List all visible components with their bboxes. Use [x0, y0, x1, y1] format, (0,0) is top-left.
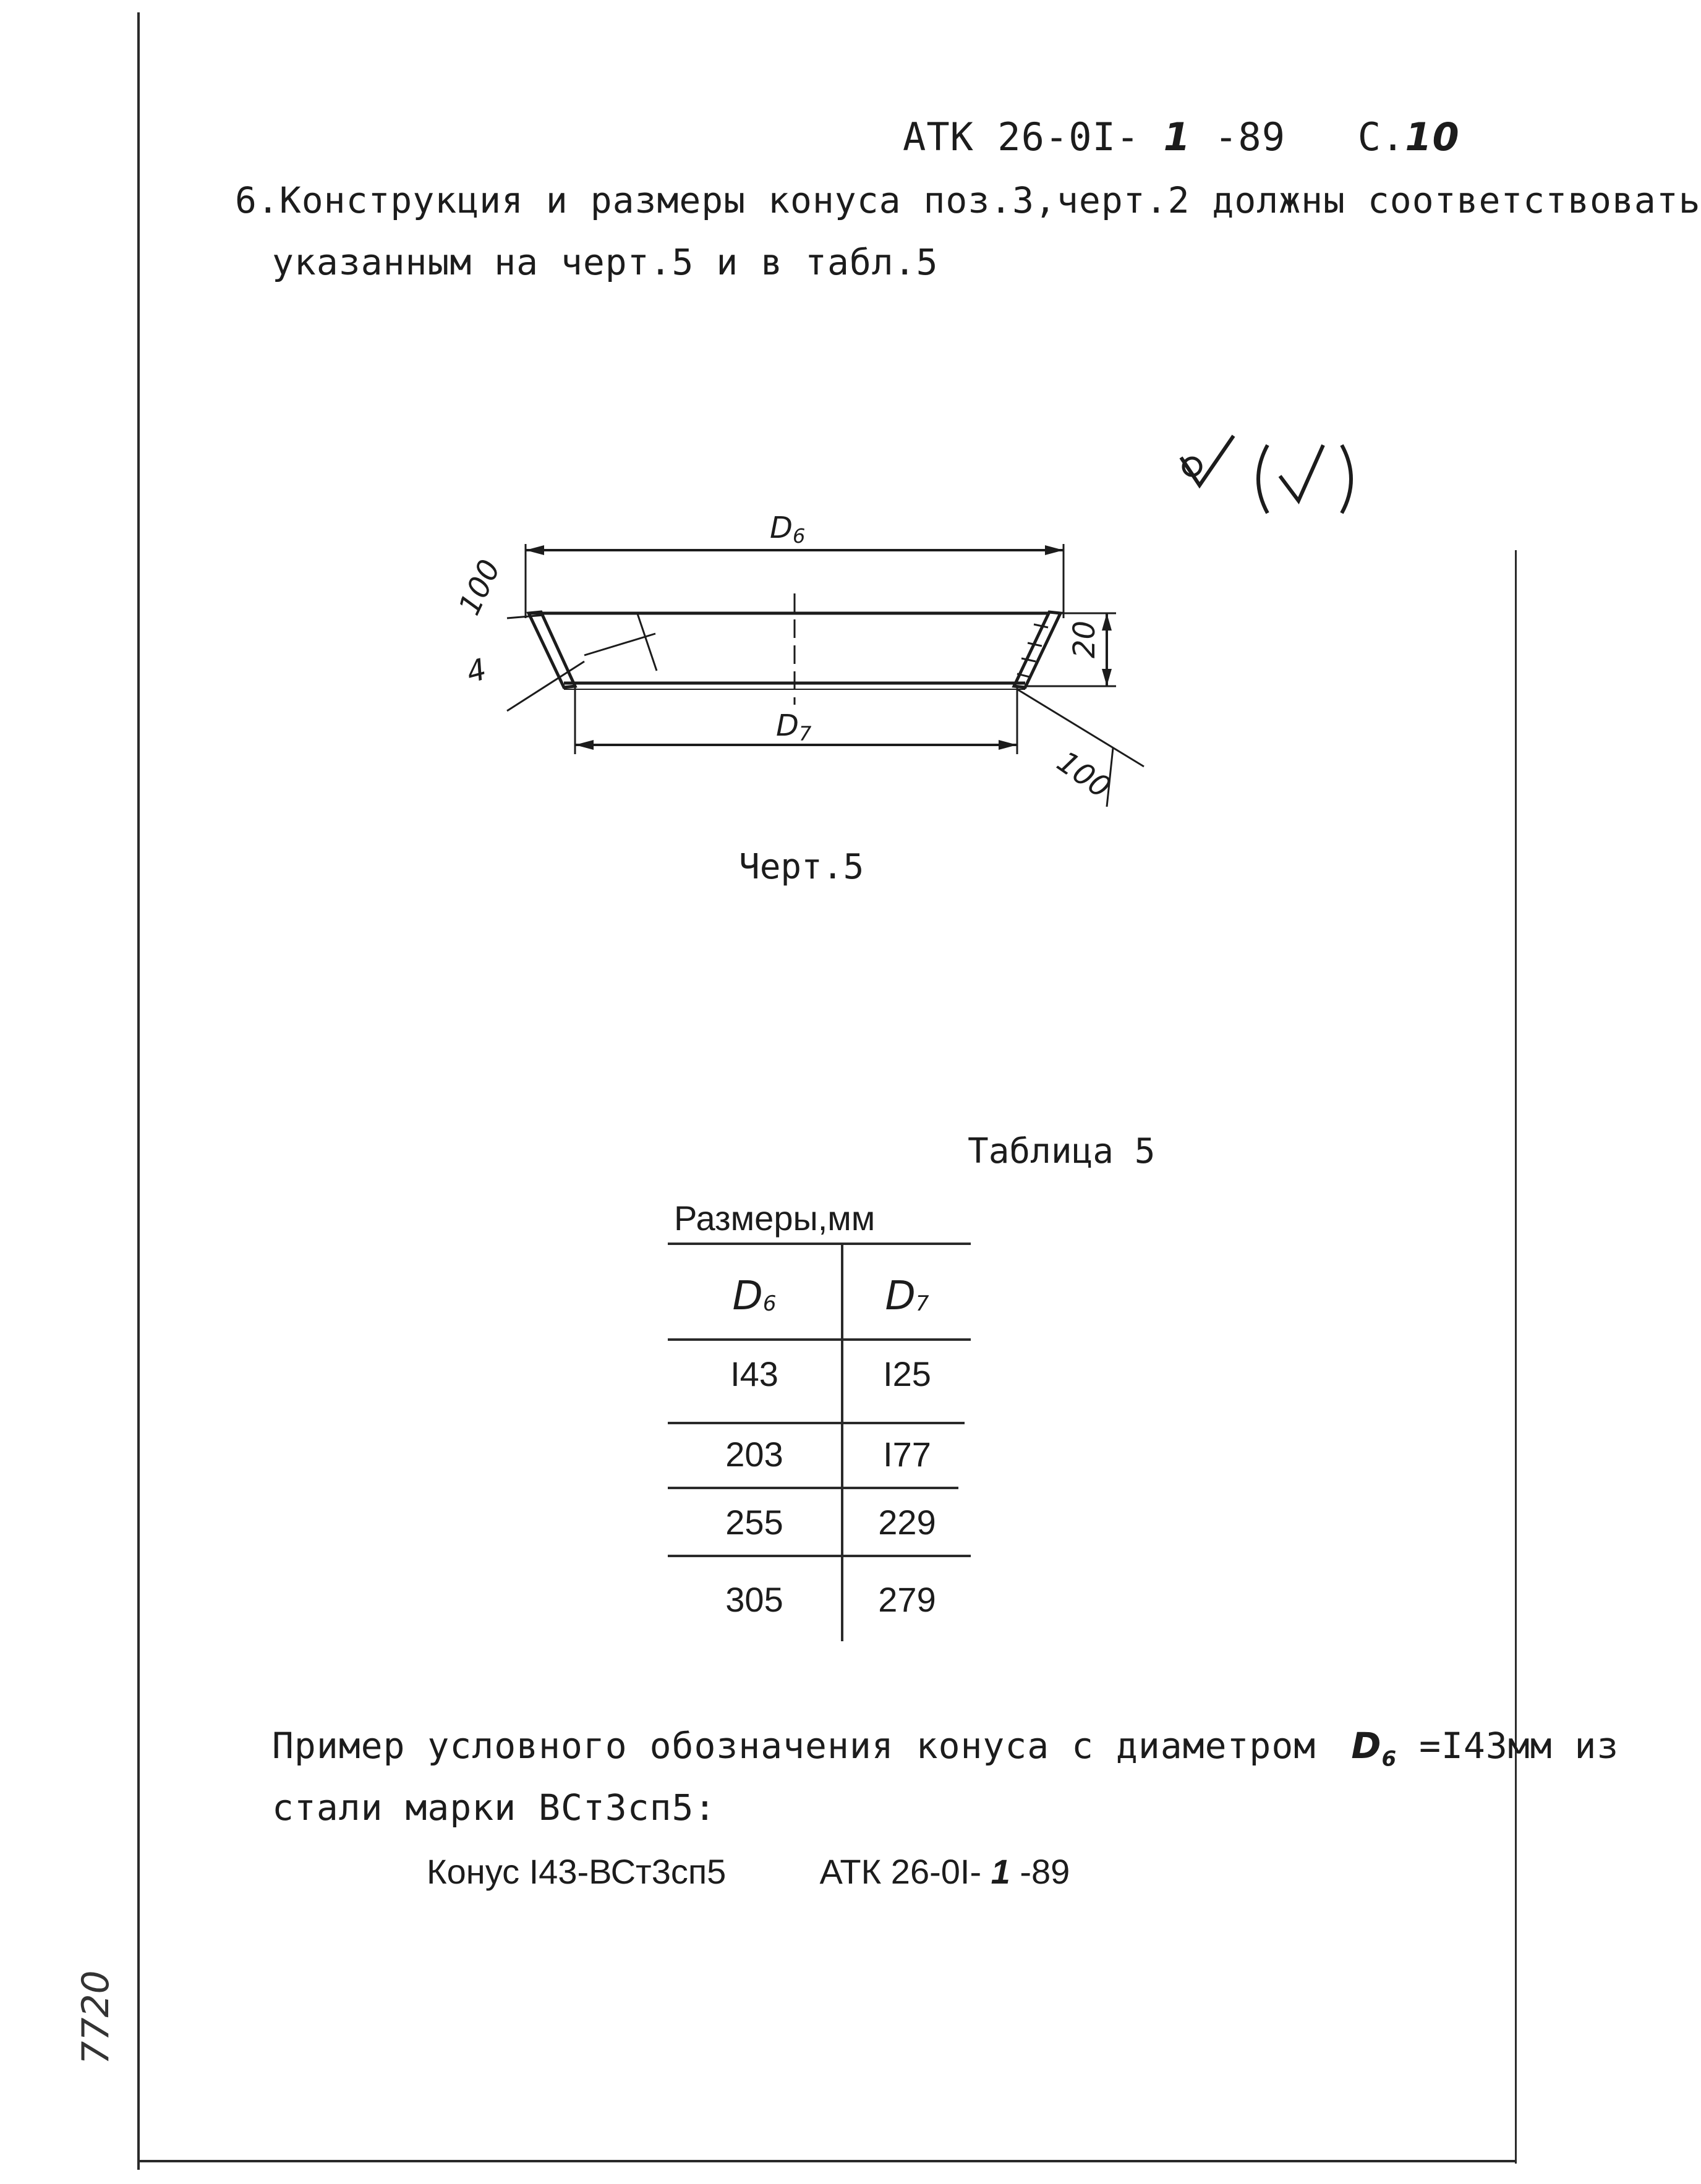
angle-left-label: 100 [452, 554, 508, 621]
header-d7: $D_7$ [885, 1273, 929, 1319]
roughness-symbol [1175, 433, 1373, 519]
page-prefix: С. [1357, 114, 1405, 159]
header-rule [668, 1338, 971, 1341]
row-rule [668, 1422, 965, 1424]
row-rule [668, 1487, 958, 1489]
designation-line [427, 1851, 1070, 1892]
height-label: 20 [1067, 620, 1102, 658]
table-units: Размеры,мм [674, 1199, 876, 1238]
left-border-line [137, 12, 140, 2170]
page-header [903, 114, 1460, 159]
cone-right-wall [1014, 612, 1060, 687]
table-cell: I43 [730, 1354, 778, 1393]
doc-code-year: -89 [1214, 114, 1286, 159]
designation-doc-year: -89 [1020, 1852, 1070, 1891]
table-title: Таблица 5 [968, 1131, 1156, 1171]
angle-right-label: 100 [1051, 744, 1117, 805]
example-value: =I43мм из [1419, 1725, 1619, 1767]
dimensions-table [668, 1243, 971, 1644]
table-cell: 279 [878, 1580, 936, 1619]
cone-drawing [433, 495, 1175, 828]
paragraph-line-1: 6.Конструкция и размеры конуса поз.3,черт.2 должны соответствовать [235, 179, 1701, 221]
example-line-1 [272, 1725, 1619, 1772]
table-cell: I77 [883, 1435, 931, 1474]
drawing-caption: Черт.5 [739, 847, 864, 887]
side-number: 7720 [74, 1970, 117, 2065]
example-line-2: стали марки ВСт3сп5: [272, 1787, 717, 1829]
right-border-line [1515, 550, 1517, 2164]
example-symbol: $D_6$ [1351, 1725, 1397, 1772]
designation-doc-prefix: АТК 26-0I- [819, 1852, 982, 1891]
doc-code-part: 1 [1163, 114, 1191, 159]
table-cell: I25 [883, 1354, 931, 1393]
table-cell: 255 [725, 1503, 783, 1542]
row-rule [668, 1555, 971, 1557]
header-d6: $D_6$ [732, 1273, 777, 1319]
bottom-border-line [137, 2160, 1516, 2162]
designation-doc-part: 1 [991, 1852, 1010, 1891]
table-cell: 305 [725, 1580, 783, 1619]
d6-label: D6 [770, 511, 806, 548]
thickness-label: 4 [463, 652, 490, 690]
cone-left-wall [529, 612, 575, 687]
d7-label: D7 [776, 708, 812, 746]
page-number: 10 [1405, 114, 1460, 159]
table-cell: 229 [878, 1503, 936, 1542]
doc-code-prefix: АТК 26-0I- [903, 114, 1140, 159]
example-text: Пример условного обозначения конуса с диаметром [272, 1725, 1316, 1767]
designation-name: Конус I43-ВСт3сп5 [427, 1852, 727, 1891]
table-cell: 203 [725, 1435, 783, 1474]
paragraph-line-2: указанным на черт.5 и в табл.5 [272, 241, 939, 283]
